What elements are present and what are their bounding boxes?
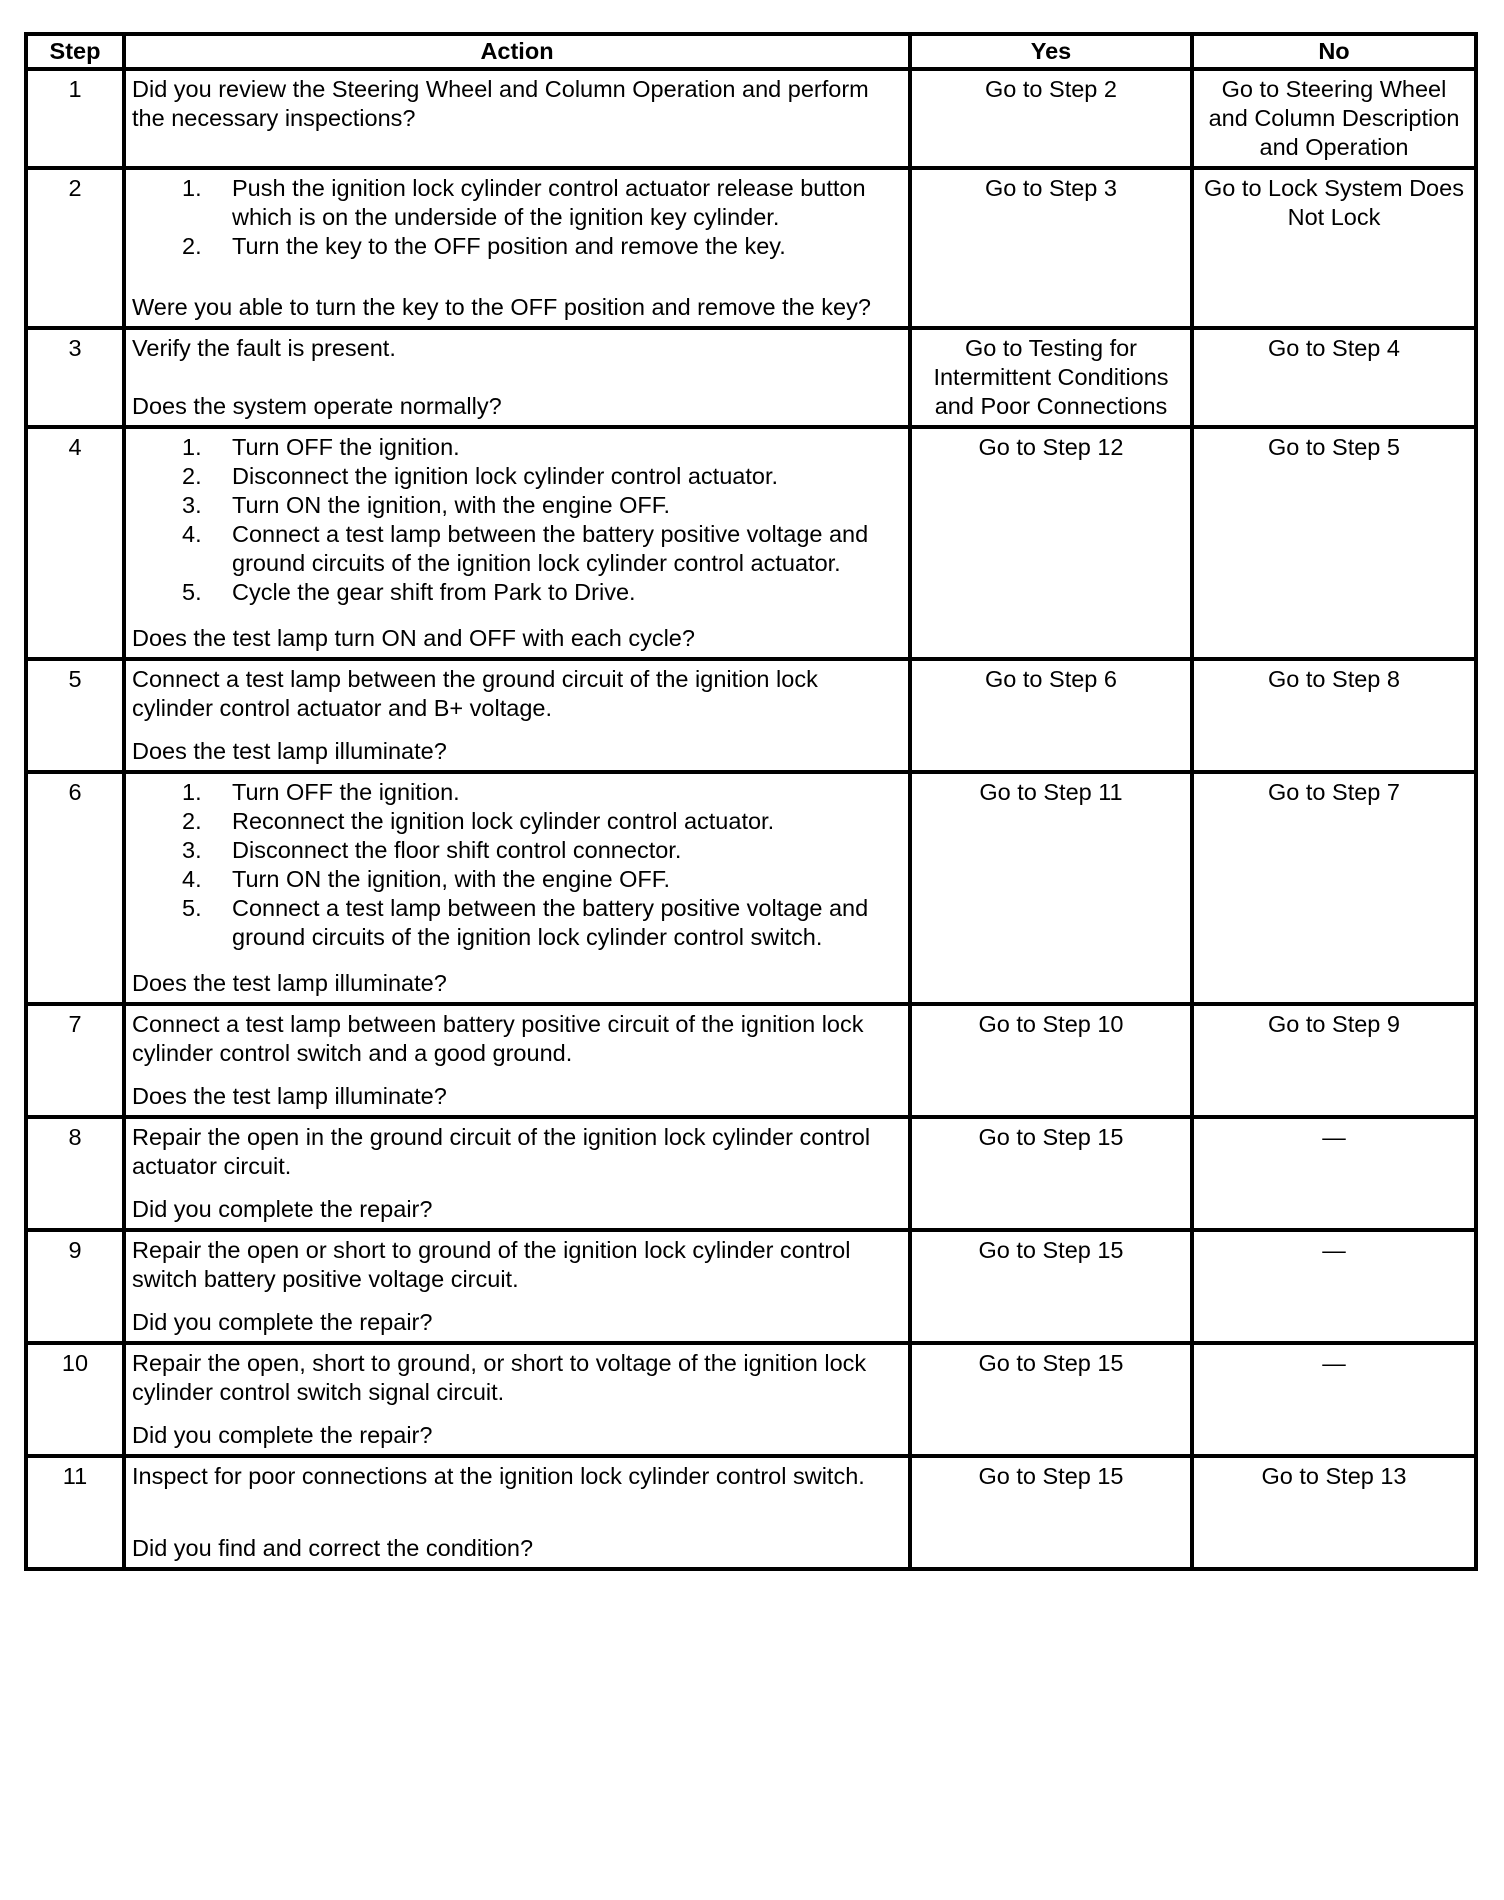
procedure-step [132, 520, 902, 578]
step-number: 7 [26, 1004, 124, 1117]
procedure-step [132, 174, 902, 232]
no-outcome: Go to Step 7 [1192, 772, 1476, 1004]
yes-outcome: Go to Step 3 [910, 168, 1192, 328]
step-number: 10 [26, 1343, 124, 1456]
procedure-step-number: 2. [182, 233, 202, 259]
procedure-step [132, 433, 902, 462]
step-number: 6 [26, 772, 124, 1004]
table-row [26, 427, 1476, 659]
procedure-step-number: 2. [182, 808, 202, 834]
procedure-step [132, 491, 902, 520]
procedure-step-number: 1. [182, 434, 202, 460]
procedure-step-number: 3. [182, 837, 202, 863]
procedure-step [132, 836, 902, 865]
action-cell [124, 659, 910, 772]
procedure-step-text: Disconnect the floor shift control connector. [232, 837, 682, 863]
action-text: Connect a test lamp between the ground circuit of the ignition lock cylinder control actuator and B+ voltage. [132, 666, 818, 721]
action-cell [124, 1004, 910, 1117]
step-number: 8 [26, 1117, 124, 1230]
procedure-step [132, 462, 902, 491]
yes-outcome: Go to Step 6 [910, 659, 1192, 772]
yes-outcome: Go to Step 12 [910, 427, 1192, 659]
no-outcome: — [1192, 1117, 1476, 1230]
action-question: Does the test lamp illuminate? [132, 970, 447, 996]
action-question: Does the test lamp turn ON and OFF with each cycle? [132, 625, 695, 651]
procedure-step-text: Push the ignition lock cylinder control actuator release button which is on the underside of the ignition key cylinder. [232, 175, 866, 230]
table-row [26, 69, 1476, 168]
procedure-list [132, 778, 902, 952]
action-question: Does the test lamp illuminate? [132, 738, 447, 764]
action-text: Repair the open or short to ground of the ignition lock cylinder control switch battery positive voltage circuit. [132, 1237, 851, 1292]
step-number: 1 [26, 69, 124, 168]
header-row [26, 34, 1476, 69]
table-row [26, 772, 1476, 1004]
no-outcome: Go to Step 9 [1192, 1004, 1476, 1117]
header-no: No [1192, 34, 1476, 69]
procedure-step [132, 778, 902, 807]
procedure-step-number: 4. [182, 866, 202, 892]
procedure-step-number: 3. [182, 492, 202, 518]
action-text: Verify the fault is present. [132, 335, 396, 361]
step-number: 4 [26, 427, 124, 659]
yes-outcome: Go to Testing for Intermittent Conditions and Poor Connections [910, 328, 1192, 427]
yes-outcome: Go to Step 10 [910, 1004, 1192, 1117]
procedure-step-number: 5. [182, 579, 202, 605]
procedure-list [132, 174, 902, 261]
table-row [26, 1343, 1476, 1456]
procedure-step-text: Disconnect the ignition lock cylinder control actuator. [232, 463, 779, 489]
procedure-step-number: 1. [182, 175, 202, 201]
procedure-step-number: 4. [182, 521, 202, 547]
step-number: 3 [26, 328, 124, 427]
procedure-step-number: 1. [182, 779, 202, 805]
yes-outcome: Go to Step 11 [910, 772, 1192, 1004]
header-yes: Yes [910, 34, 1192, 69]
procedure-step-text: Cycle the gear shift from Park to Drive. [232, 579, 636, 605]
procedure-step-text: Turn ON the ignition, with the engine OFF. [232, 866, 671, 892]
no-outcome: Go to Lock System Does Not Lock [1192, 168, 1476, 328]
action-text: Inspect for poor connections at the ignition lock cylinder control switch. [132, 1463, 865, 1489]
procedure-step-text: Reconnect the ignition lock cylinder control actuator. [232, 808, 775, 834]
procedure-step-text: Turn ON the ignition, with the engine OFF. [232, 492, 671, 518]
no-outcome: — [1192, 1343, 1476, 1456]
procedure-step-text: Connect a test lamp between the battery positive voltage and ground circuits of the ignition lock cylinder control actuator. [232, 521, 869, 576]
diagnostic-table [24, 32, 1478, 1571]
table-row [26, 1456, 1476, 1569]
action-text: Repair the open, short to ground, or short to voltage of the ignition lock cylinder control switch signal circuit. [132, 1350, 867, 1405]
no-outcome: Go to Step 8 [1192, 659, 1476, 772]
action-cell [124, 328, 910, 427]
yes-outcome: Go to Step 15 [910, 1456, 1192, 1569]
action-question: Did you complete the repair? [132, 1309, 433, 1335]
action-text: Connect a test lamp between battery positive circuit of the ignition lock cylinder control switch and a good ground. [132, 1011, 864, 1066]
no-outcome: Go to Step 4 [1192, 328, 1476, 427]
procedure-step [132, 894, 902, 952]
action-text: Repair the open in the ground circuit of the ignition lock cylinder control actuator circuit. [132, 1124, 871, 1179]
step-number: 9 [26, 1230, 124, 1343]
action-question: Did you complete the repair? [132, 1422, 433, 1448]
yes-outcome: Go to Step 15 [910, 1117, 1192, 1230]
procedure-step-text: Turn OFF the ignition. [232, 434, 460, 460]
action-question: Does the test lamp illuminate? [132, 1083, 447, 1109]
action-question: Does the system operate normally? [132, 393, 502, 419]
procedure-step-number: 5. [182, 895, 202, 921]
action-cell [124, 69, 910, 168]
table-row [26, 328, 1476, 427]
procedure-step [132, 807, 902, 836]
action-question: Were you able to turn the key to the OFF position and remove the key? [132, 294, 871, 320]
procedure-step [132, 232, 902, 261]
action-cell [124, 1343, 910, 1456]
table-row [26, 1004, 1476, 1117]
action-cell [124, 1230, 910, 1343]
table-row [26, 1117, 1476, 1230]
procedure-step-number: 2. [182, 463, 202, 489]
procedure-step-text: Turn OFF the ignition. [232, 779, 460, 805]
action-cell [124, 427, 910, 659]
step-number: 2 [26, 168, 124, 328]
header-step: Step [26, 34, 124, 69]
procedure-list [132, 433, 902, 607]
no-outcome: Go to Step 13 [1192, 1456, 1476, 1569]
action-cell [124, 168, 910, 328]
action-cell [124, 1456, 910, 1569]
yes-outcome: Go to Step 2 [910, 69, 1192, 168]
no-outcome: Go to Steering Wheel and Column Description and Operation [1192, 69, 1476, 168]
action-cell [124, 772, 910, 1004]
no-outcome: — [1192, 1230, 1476, 1343]
step-number: 11 [26, 1456, 124, 1569]
table-row [26, 168, 1476, 328]
procedure-step [132, 578, 902, 607]
yes-outcome: Go to Step 15 [910, 1343, 1192, 1456]
step-number: 5 [26, 659, 124, 772]
procedure-step-text: Connect a test lamp between the battery positive voltage and ground circuits of the ignition lock cylinder control switch. [232, 895, 869, 950]
action-question: Did you find and correct the condition? [132, 1535, 534, 1561]
procedure-step-text: Turn the key to the OFF position and remove the key. [232, 233, 786, 259]
action-text: Did you review the Steering Wheel and Column Operation and perform the necessary inspections? [132, 76, 869, 131]
action-question: Did you complete the repair? [132, 1196, 433, 1222]
yes-outcome: Go to Step 15 [910, 1230, 1192, 1343]
no-outcome: Go to Step 5 [1192, 427, 1476, 659]
procedure-step [132, 865, 902, 894]
header-action: Action [124, 34, 910, 69]
table-row [26, 659, 1476, 772]
action-cell [124, 1117, 910, 1230]
table-row [26, 1230, 1476, 1343]
